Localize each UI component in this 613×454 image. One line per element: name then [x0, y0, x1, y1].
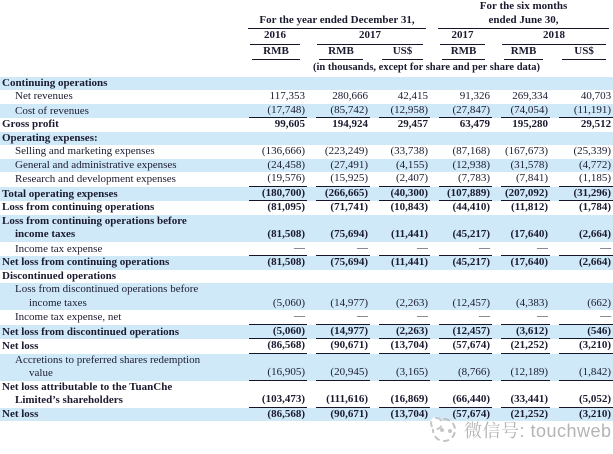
cell-value: (12,958) — [370, 104, 430, 119]
table-row — [0, 381, 613, 408]
header-spacer — [0, 60, 240, 77]
cell-value: (19,576) — [240, 172, 307, 187]
table-row — [0, 77, 613, 91]
cell-value: (12,457) — [452, 296, 491, 309]
cell-value — [370, 132, 430, 146]
row-label: Net loss — [2, 340, 39, 352]
cell-value: (13,704) — [390, 407, 429, 420]
cell-value: 63,479 — [459, 118, 491, 130]
currency-header: RMB — [492, 45, 550, 61]
cell-value: (33,441) — [492, 381, 550, 408]
cell-value: (25,339) — [573, 145, 612, 157]
cell-value: 42,415 — [397, 90, 429, 102]
cell-value: (81,508) — [267, 256, 305, 268]
cell-value: — — [240, 242, 307, 257]
row-label: Discontinued operations — [2, 269, 116, 282]
cell-value: (74,054) — [492, 104, 550, 119]
row-label: Continuing operations — [2, 76, 108, 89]
cell-value: — — [370, 242, 430, 257]
cell-value: (5,060) — [240, 325, 307, 340]
year-header: 2016 — [240, 29, 307, 45]
cell-value — [240, 77, 307, 91]
cell-value: (16,869) — [370, 381, 430, 408]
cell-value: 195,280 — [512, 118, 549, 130]
table-body — [0, 77, 613, 422]
cell-value: (4,383) — [515, 296, 549, 309]
watermark-text: 微信号: touchweb — [464, 421, 612, 441]
row-label: Loss from continuing operations — [2, 201, 155, 213]
table-row — [0, 339, 613, 354]
cell-value — [430, 132, 492, 146]
table-row — [0, 201, 613, 215]
cell-value: (5,060) — [272, 296, 305, 309]
period-group-label: For the year ended December 31, — [248, 14, 426, 30]
cell-value — [307, 132, 370, 146]
cell-value: (13,704) — [370, 339, 430, 354]
table-row — [0, 256, 613, 270]
cell-value: (3,612) — [492, 325, 550, 340]
year-header-row — [0, 29, 613, 45]
cell-value — [240, 270, 307, 284]
cell-value: (207,092) — [492, 187, 550, 202]
cell-value: (40,300) — [370, 187, 430, 202]
period-group-six-months — [430, 0, 613, 29]
cell-value: (86,568) — [240, 339, 307, 354]
cell-value — [550, 270, 613, 284]
year-header: 2017 — [430, 29, 492, 45]
cell-value: (90,671) — [307, 339, 370, 354]
cell-value: (11,812) — [511, 201, 549, 213]
cell-value — [370, 77, 430, 91]
cell-value: (2,664) — [578, 256, 612, 268]
row-label: Income tax expense, net — [15, 311, 122, 323]
cell-value: (3,210) — [578, 407, 612, 420]
watermark — [432, 417, 612, 443]
year-header: 2017 — [307, 29, 430, 45]
cell-value: (71,741) — [330, 201, 368, 213]
row-label: Net loss — [2, 407, 39, 420]
cell-value: — — [430, 310, 492, 325]
cell-value: (12,938) — [452, 158, 491, 171]
period-group-label-line2: ended June 30, — [488, 13, 559, 26]
cell-value: (17,640) — [510, 256, 549, 268]
cell-value: (24,458) — [267, 158, 305, 171]
table-row — [0, 159, 613, 173]
cell-value: (21,252) — [492, 339, 550, 354]
cell-value: (7,841) — [492, 172, 550, 187]
cell-value: (33,738) — [390, 145, 429, 157]
table-row — [0, 325, 613, 340]
cell-value: (11,191) — [550, 104, 613, 119]
cell-value: (136,666) — [261, 145, 305, 157]
cell-value: 99,605 — [274, 118, 305, 130]
cell-value: (3,165) — [370, 354, 430, 381]
cell-value: (27,491) — [330, 158, 368, 171]
period-group-label-line1: For the six months — [479, 0, 568, 12]
row-label: General and administrative expenses — [15, 158, 177, 171]
row-label: Cost of revenues — [15, 104, 89, 117]
cell-value: 91,326 — [459, 90, 491, 102]
row-label: Net revenues — [15, 90, 73, 102]
cell-value: (10,843) — [390, 201, 429, 213]
period-group-row — [0, 0, 613, 29]
cell-value: — — [240, 310, 307, 325]
cell-value: (3,210) — [550, 339, 613, 354]
cell-value — [430, 77, 492, 91]
cell-value — [370, 270, 430, 284]
row-label: Net loss attributable to the TuanChe Limited’s shareholders — [2, 380, 173, 406]
row-label: Operating expenses: — [2, 131, 98, 144]
cell-value: — — [492, 310, 550, 325]
header-spacer — [0, 29, 240, 45]
cell-value: (16,905) — [240, 354, 307, 381]
currency-header: US$ — [370, 45, 430, 61]
cell-value: (111,616) — [307, 381, 370, 408]
cell-value: 29,457 — [397, 118, 429, 130]
cell-value: (8,766) — [430, 354, 492, 381]
table-row — [0, 242, 613, 257]
cell-value: (266,665) — [307, 187, 370, 202]
cell-value: — — [550, 242, 613, 257]
period-group-year-ended — [240, 0, 430, 29]
cell-value — [307, 77, 370, 91]
cell-value: (2,263) — [370, 325, 430, 340]
cell-value: (45,217) — [452, 228, 491, 240]
header-spacer — [0, 45, 240, 61]
year-header: 2018 — [492, 29, 613, 45]
cell-value: (14,977) — [307, 325, 370, 340]
cell-value: — — [550, 310, 613, 325]
cell-value — [492, 270, 550, 284]
cell-value: (180,700) — [240, 187, 307, 202]
cell-value: (31,578) — [510, 158, 549, 171]
row-label: Net loss from discontinued operations — [2, 325, 180, 338]
cell-value: (107,889) — [430, 187, 492, 202]
cell-value: — — [307, 242, 370, 257]
table-row — [0, 310, 613, 325]
row-label: Loss from discontinued operations before income taxes — [15, 283, 199, 309]
table-row — [0, 118, 613, 132]
units-note-row — [0, 60, 613, 77]
row-label: Income tax expense — [15, 242, 103, 255]
currency-header: RMB — [430, 45, 492, 61]
cell-value: — — [430, 242, 492, 257]
currency-header-row — [0, 45, 613, 61]
table-row — [0, 132, 613, 146]
cell-value: (1,842) — [550, 354, 613, 381]
cell-value — [492, 77, 550, 91]
cell-value: (4,155) — [395, 158, 429, 171]
cell-value: (75,694) — [330, 228, 368, 240]
cell-value: (2,664) — [578, 228, 612, 240]
cell-value: (7,783) — [430, 172, 492, 187]
cell-value: (85,742) — [307, 104, 370, 119]
cell-value: (57,674) — [430, 339, 492, 354]
row-label: Selling and marketing expenses — [15, 145, 155, 157]
table-header — [0, 0, 613, 77]
table-row — [0, 354, 613, 381]
cell-value: (31,296) — [550, 187, 613, 202]
cell-value: (12,457) — [430, 325, 492, 340]
wechat-account-logo-icon — [432, 418, 456, 442]
cell-value — [550, 77, 613, 91]
cell-value: 194,924 — [332, 118, 368, 130]
cell-value: — — [492, 242, 550, 257]
cell-value: (167,673) — [504, 145, 549, 157]
row-label: Total operating expenses — [2, 187, 118, 200]
units-note: (in thousands, except for share and per share data) — [313, 62, 541, 73]
row-label: Research and development expenses — [15, 173, 176, 185]
cell-value: (2,263) — [395, 296, 429, 309]
cell-value: 40,703 — [580, 90, 612, 102]
table-row — [0, 187, 613, 202]
cell-value: (86,568) — [267, 407, 305, 420]
cell-value: (90,671) — [330, 407, 368, 420]
cell-value — [550, 132, 613, 146]
cell-value: (15,925) — [307, 172, 370, 187]
cell-value: (223,249) — [324, 145, 368, 157]
row-label: Gross profit — [2, 118, 59, 130]
cell-value: (4,772) — [578, 158, 612, 171]
cell-value — [307, 270, 370, 284]
currency-header: RMB — [240, 45, 307, 61]
cell-value: — — [307, 310, 370, 325]
cell-value: (5,052) — [550, 381, 613, 408]
cell-value: (75,694) — [330, 256, 368, 268]
table-row — [0, 215, 613, 242]
cell-value: (1,784) — [578, 201, 612, 213]
row-label: Loss from continuing operations before income taxes — [2, 214, 187, 240]
cell-value: (27,847) — [430, 104, 492, 119]
table-row — [0, 104, 613, 119]
cell-value: (1,185) — [550, 172, 613, 187]
cell-value: (45,217) — [452, 256, 491, 268]
currency-header: RMB — [307, 45, 370, 61]
table-row — [0, 283, 613, 310]
cell-value: (20,945) — [307, 354, 370, 381]
cell-value: (66,440) — [430, 381, 492, 408]
cell-value: (44,410) — [452, 201, 491, 213]
cell-value: (546) — [550, 325, 613, 340]
table-row — [0, 145, 613, 159]
cell-value: 280,666 — [332, 90, 368, 102]
cell-value: 269,334 — [512, 90, 549, 102]
cell-value — [430, 270, 492, 284]
table-row — [0, 270, 613, 284]
row-label: Net loss from continuing operations — [2, 256, 170, 268]
cell-value: (57,674) — [452, 407, 491, 420]
cell-value: (17,640) — [510, 228, 549, 240]
cell-value — [492, 132, 550, 146]
table-row — [0, 90, 613, 104]
cell-value: (11,441) — [391, 228, 429, 240]
row-label: Accretions to preferred shares redemption value — [15, 353, 201, 379]
cell-value: (2,407) — [370, 172, 430, 187]
cell-value: (17,748) — [240, 104, 307, 119]
cell-value: (21,252) — [510, 407, 549, 420]
cell-value: (14,977) — [330, 296, 368, 309]
currency-header: US$ — [550, 45, 613, 61]
cell-value: (662) — [587, 296, 612, 309]
cell-value: 29,512 — [580, 118, 612, 130]
cell-value: (87,168) — [452, 145, 491, 157]
header-spacer — [0, 0, 240, 29]
cell-value: (103,473) — [240, 381, 307, 408]
cell-value — [240, 132, 307, 146]
cell-value: (81,508) — [267, 228, 305, 240]
cell-value: — — [370, 310, 430, 325]
cell-value: (81,095) — [267, 201, 305, 213]
table-row — [0, 172, 613, 187]
cell-value: 117,353 — [269, 90, 305, 102]
cell-value: (11,441) — [391, 256, 429, 268]
cell-value: (12,189) — [492, 354, 550, 381]
